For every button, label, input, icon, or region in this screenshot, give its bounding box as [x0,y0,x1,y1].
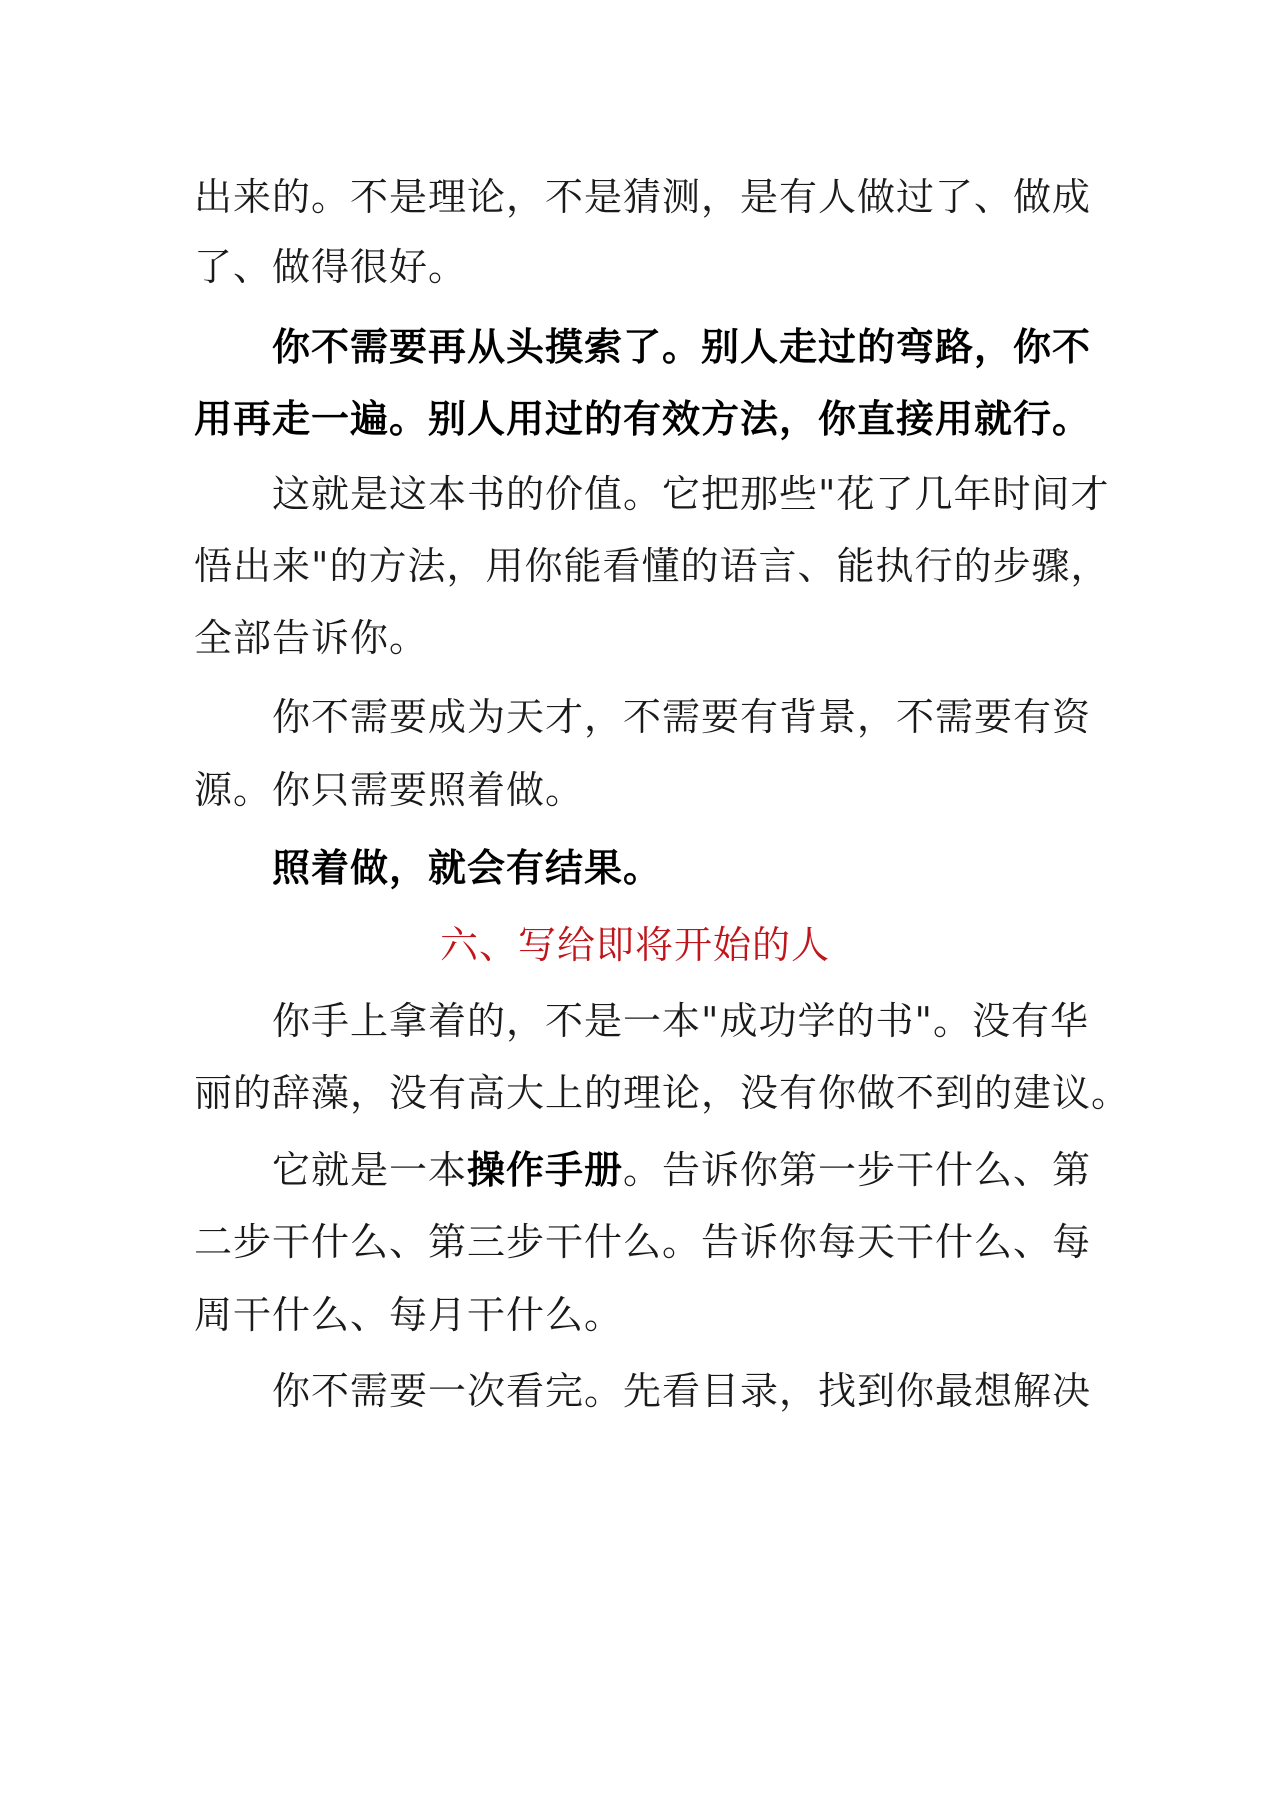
paragraph-line: 你不需要成为天才，不需要有背景，不需要有资 [272,695,1092,739]
section-heading: 六、写给即将开始的人 [439,923,830,967]
paragraph-line: 二步干什么、第三步干什么。告诉你每天干什么、每 [194,1220,1092,1264]
bold-paragraph-line: 用再走一遍。别人用过的有效方法，你直接用就行。 [194,397,1092,441]
text-span: 它就是一本 [272,1148,468,1192]
paragraph-line: 丽的辞藻，没有高大上的理论，没有你做不到的建议。 [194,1071,1131,1115]
paragraph-line: 出来的。不是理论，不是猜测，是有人做过了、做成 [194,175,1092,219]
text-span: 。告诉你第一步干什么、第 [623,1148,1092,1192]
paragraph-line: 了、做得很好。 [194,245,468,289]
paragraph-line: 周干什么、每月干什么。 [194,1293,624,1337]
emphasis-text: 操作手册 [467,1148,624,1192]
paragraph-line: 源。你只需要照着做。 [194,768,585,812]
paragraph-line: 你不需要一次看完。先看目录，找到你最想解决 [272,1369,1092,1413]
paragraph-line: 悟出来"的方法，用你能看懂的语言、能执行的步骤， [194,544,1110,588]
paragraph-line-rich [272,1145,1092,1195]
paragraph-line: 你手上拿着的，不是一本"成功学的书"。没有华 [272,999,1089,1043]
bold-paragraph-line: 你不需要再从头摸索了。别人走过的弯路，你不 [272,325,1092,369]
paragraph-line: 这就是这本书的价值。它把那些"花了几年时间才 [272,472,1110,516]
bold-paragraph-line: 照着做，就会有结果。 [272,846,663,890]
paragraph-line: 全部告诉你。 [194,616,429,660]
